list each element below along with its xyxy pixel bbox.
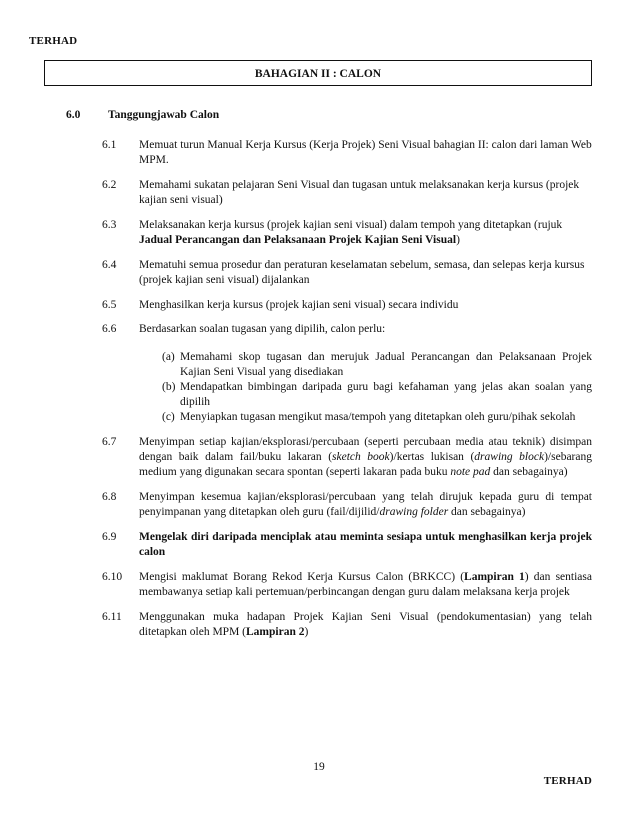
item-text-part: ) dan sentiasa membawanya setiap kali pertemuan/perbincangan dengan guru dalam melaksana kerja projek	[139, 570, 592, 599]
item-text-part: Menyimpan setiap kajian/eksplorasi/percubaan (seperti percubaan media atau teknik) disimpan dengan baik dalam fail/buku lakaran (	[139, 436, 592, 464]
item-text: Mengelak diri daripada menciplak atau meminta sesiapa untuk menghasilkan kerja projek calon	[139, 531, 592, 559]
sub-item	[162, 350, 592, 380]
sub-item	[162, 380, 592, 410]
footer-classification: TERHAD	[543, 775, 592, 787]
item-text-bold: Lampiran 1	[464, 570, 525, 583]
sub-item-label: (a)	[162, 350, 175, 363]
section-heading	[66, 108, 219, 123]
sub-item-text: Memahami skop tugasan dan merujuk Jadual Perancangan dan Pelaksanaan Projek Kajian Seni Visual yang disediakan	[180, 350, 592, 378]
item-text-bold: Lampiran 2	[246, 626, 305, 639]
item-text-italic: drawing block	[474, 451, 545, 464]
sub-item	[162, 410, 592, 425]
item-text-part: )/sebarang medium yang digunakan secara spontan (seperti lakaran pada buku	[139, 451, 592, 479]
list-item	[102, 490, 592, 520]
list-item	[102, 530, 592, 560]
page-number: 19	[313, 761, 325, 773]
list-item	[102, 435, 592, 481]
item-number: 6.6	[102, 323, 117, 336]
sub-item-label: (c)	[162, 411, 175, 424]
part-title-box: BAHAGIAN II : CALON	[44, 60, 592, 86]
header-classification: TERHAD	[29, 35, 78, 47]
item-number: 6.8	[102, 491, 117, 504]
sub-item-text: Mendapatkan bimbingan daripada guru bagi kefahaman yang jelas akan soalan yang dipilih	[180, 380, 592, 409]
item-text: Memuat turun Manual Kerja Kursus (Kerja Projek) Seni Visual bahagian II: calon dari laman Web MPM.	[139, 139, 592, 167]
item-text	[139, 570, 592, 600]
item-text-part: )	[304, 626, 309, 639]
item-text: Menghasilkan kerja kursus (projek kajian seni visual) secara individu	[139, 298, 459, 311]
item-text: Memahami sukatan pelajaran Seni Visual dan tugasan untuk melaksanakan kerja kursus (projek kajian seni visual)	[139, 178, 580, 207]
sub-list	[162, 350, 592, 426]
sub-item-label: (b)	[162, 380, 176, 393]
item-number: 6.9	[102, 531, 117, 544]
item-text-part: )/kertas lukisan (	[389, 451, 475, 464]
section-number: 6.0	[66, 109, 81, 121]
item-text	[139, 610, 592, 640]
list-item	[102, 322, 592, 425]
item-number: 6.7	[102, 436, 117, 449]
item-text	[139, 435, 592, 481]
list-item	[102, 570, 592, 600]
list-item	[102, 218, 592, 248]
sub-item-text: Menyiapkan tugasan mengikut masa/tempoh yang ditetapkan oleh guru/pihak sekolah	[180, 411, 576, 424]
item-text-part: Melaksanakan kerja kursus (projek kajian seni visual) dalam tempoh yang ditetapkan (rujuk	[139, 218, 563, 231]
item-text	[139, 490, 592, 520]
item-text-part: Menyimpan kesemua kajian/eksplorasi/percubaan yang telah dirujuk kepada guru di tempat penyimpanan yang ditetapkan oleh guru (fail/dijilid/	[139, 491, 592, 519]
item-number: 6.5	[102, 298, 117, 311]
item-text-italic: note pad	[450, 466, 491, 479]
list-item	[102, 178, 592, 208]
item-text: Berdasarkan soalan tugasan yang dipilih, calon perlu:	[139, 323, 386, 336]
item-number: 6.3	[102, 218, 117, 231]
item-text-part: dan sebagainya)	[448, 506, 526, 519]
item-text-italic: drawing folder	[379, 506, 449, 519]
responsibility-list	[102, 138, 592, 650]
item-number: 6.4	[102, 258, 117, 271]
item-text-part: dan sebagainya)	[490, 466, 568, 479]
item-text-part: Mengisi maklumat Borang Rekod Kerja Kursus Calon (BRKCC) (	[139, 570, 465, 583]
item-text-bold: Jadual Perancangan dan Pelaksanaan Projek Kajian Seni Visual	[139, 234, 457, 247]
list-item	[102, 138, 592, 168]
item-number: 6.2	[102, 178, 117, 191]
item-number: 6.1	[102, 139, 117, 151]
item-text-part: )	[456, 234, 460, 247]
list-item	[102, 610, 592, 640]
item-text	[139, 218, 592, 248]
item-text-italic: sketch book	[332, 451, 390, 464]
list-item	[102, 298, 592, 313]
item-number: 6.10	[102, 570, 123, 583]
section-title: Tanggungjawab Calon	[108, 109, 220, 121]
item-text-part: Menggunakan muka hadapan Projek Kajian Seni Visual (pendokumentasian) yang telah ditetapkan oleh MPM (	[139, 610, 592, 639]
item-text: Mematuhi semua prosedur dan peraturan keselamatan sebelum, semasa, dan selepas kerja kursus (projek kajian seni visual) dijalankan	[139, 258, 585, 286]
list-item	[102, 258, 592, 288]
item-number: 6.11	[102, 610, 122, 623]
